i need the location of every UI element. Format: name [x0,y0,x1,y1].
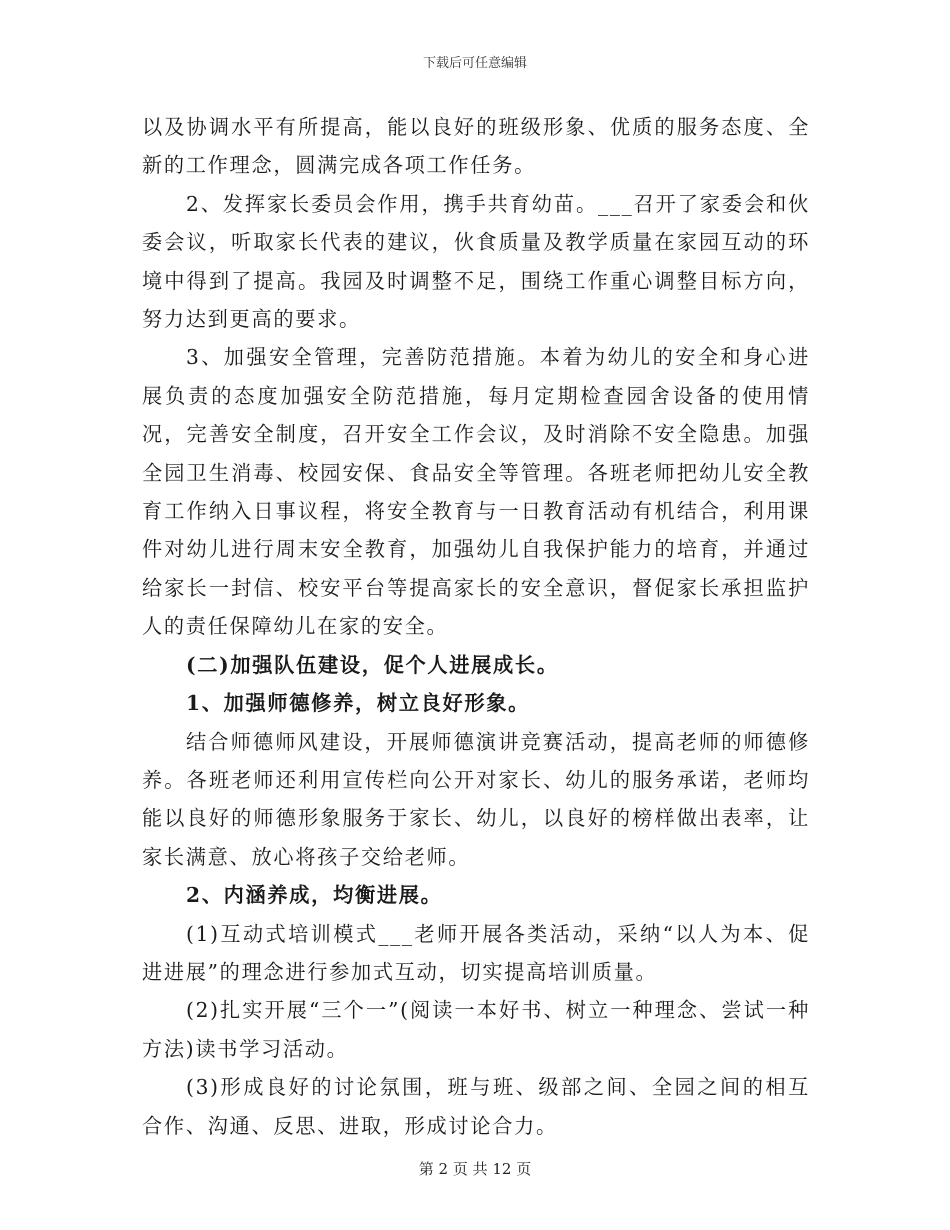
paragraph-2: 2、发挥家长委员会作用，携手共育幼苗。___召开了家委会和伙委会议，听取家长代表的建议，伙食质量及教学质量在家园互动的环境中得到了提高。我园及时调整不足，围绕工作重心调整目标方向，努力达到更高的要求。 [142,191,810,332]
paragraph-3: 3、加强安全管理，完善防范措施。本着为幼儿的安全和身心进展负责的态度加强安全防范措施，每月定期检查园舍设备的使用情况，完善安全制度，召开安全工作会议，及时消除不安全隐患。加强全园卫生消毒、校园安保、食品安全等管理。各班老师把幼儿安全教育工作纳入日事议程，将安全教育与一日教育活动有机结合，利用课件对幼儿进行周末安全教育，加强幼儿自我保护能力的培育，并通过给家长一封信、校安平台等提高家长的安全意识，督促家长承担监护人的责任保障幼儿在家的安全。 [142,345,810,639]
paragraph-4: 结合师德师风建设，开展师德演讲竞赛活动，提高老师的师德修养。各班老师还利用宣传栏向公开对家长、幼儿的服务承诺，老师均能以良好的师德形象服务于家长、幼儿，以良好的榜样做出表率，让家长满意、放心将孩子交给老师。 [142,729,810,869]
list-item-1: (1)互动式培训模式___老师开展各类活动，采纳“以人为本、促进进展”的理念进行参加式互动，切实提高培训质量。 [142,921,810,984]
subheading-1: 1、加强师德修养，树立良好形象。 [186,691,531,716]
section-heading: (二)加强队伍建设，促个人进展成长。 [186,652,559,677]
page-footer: 第 2 页 共 12 页 [418,1160,532,1178]
list-item-3: (3)形成良好的讨论氛围，班与班、级部之间、全园之间的相互合作、沟通、反思、进取，形成讨论合力。 [142,1075,810,1138]
list-item-2: (2)扎实开展“三个一”(阅读一本好书、树立一种理念、尝试一种方法)读书学习活动。 [142,998,810,1061]
paragraph-1: 以及协调水平有所提高，能以良好的班级形象、优质的服务态度、全新的工作理念，圆满完成各项工作任务。 [142,115,810,178]
page-header: 下载后可任意编辑 [422,56,527,71]
document-body [142,108,810,1145]
subheading-2: 2、内涵养成，均衡进展。 [186,883,443,908]
